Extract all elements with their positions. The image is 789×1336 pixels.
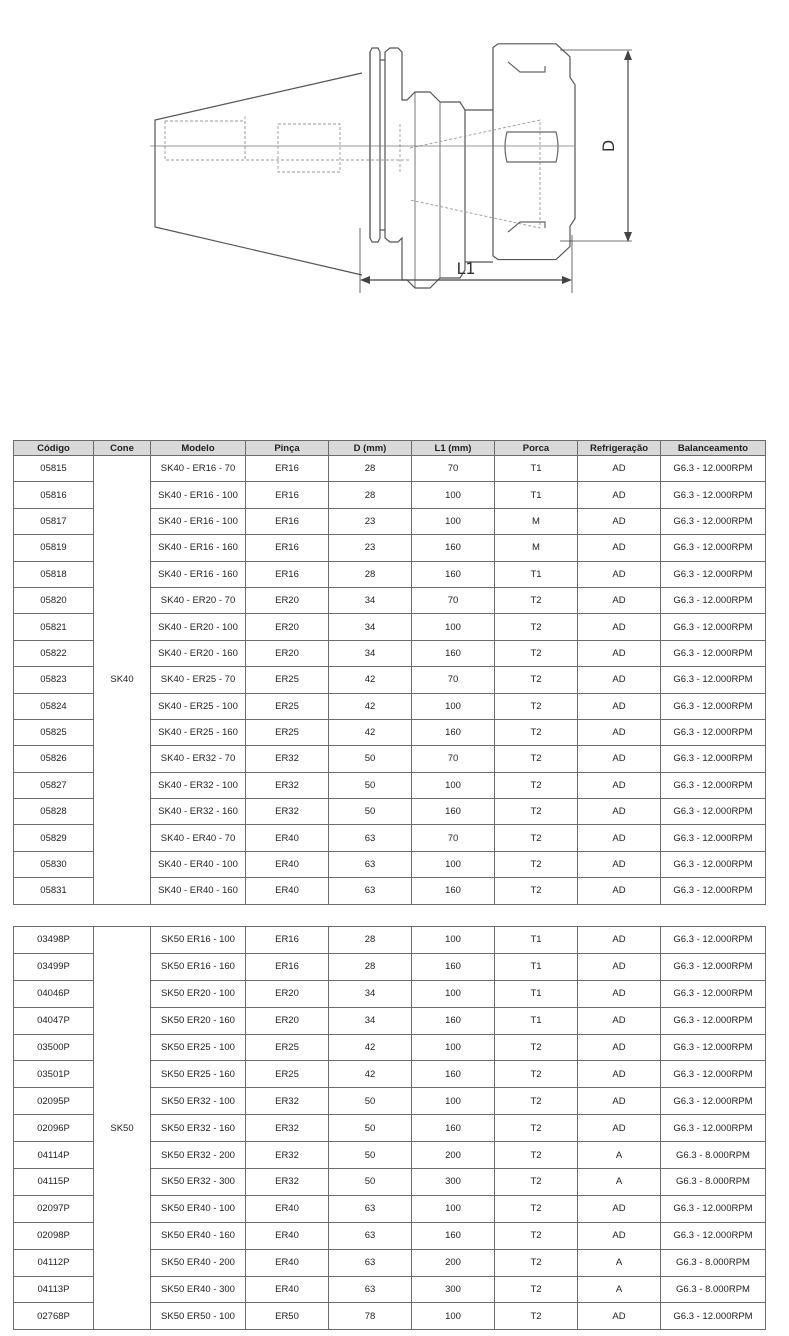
- cell-balanceamento: G6.3 - 12.000RPM: [661, 640, 766, 666]
- cell-codigo: 05818: [14, 561, 94, 587]
- cell-pinca: ER16: [246, 561, 329, 587]
- cell-porca: T2: [495, 640, 578, 666]
- table-row: [14, 927, 766, 954]
- cell-codigo: 05828: [14, 799, 94, 825]
- cell-codigo: 05829: [14, 825, 94, 851]
- cell-pinca: ER32: [246, 799, 329, 825]
- cell-modelo: SK40 - ER32 - 160: [151, 799, 246, 825]
- header-modelo: Modelo: [151, 441, 246, 456]
- cell-d: 34: [329, 640, 412, 666]
- cell-codigo: 05815: [14, 456, 94, 482]
- cell-cone: SK50: [94, 927, 151, 1330]
- cell-modelo: SK40 - ER25 - 70: [151, 667, 246, 693]
- cell-balanceamento: G6.3 - 8.000RPM: [661, 1169, 766, 1196]
- cell-porca: T1: [495, 482, 578, 508]
- cell-modelo: SK50 ER50 - 100: [151, 1303, 246, 1330]
- taper-cone: [155, 73, 362, 275]
- cell-pinca: ER32: [246, 746, 329, 772]
- cell-modelo: SK40 - ER40 - 70: [151, 825, 246, 851]
- cell-pinca: ER40: [246, 851, 329, 877]
- cell-modelo: SK40 - ER40 - 160: [151, 878, 246, 904]
- cell-porca: T2: [495, 878, 578, 904]
- cell-refrigeracao: AD: [578, 640, 661, 666]
- cell-l1: 160: [412, 1115, 495, 1142]
- cell-cone: SK40: [94, 456, 151, 905]
- cell-pinca: ER32: [246, 1142, 329, 1169]
- cell-l1: 160: [412, 799, 495, 825]
- cell-codigo: 04115P: [14, 1169, 94, 1196]
- cell-refrigeracao: A: [578, 1276, 661, 1303]
- cell-modelo: SK40 - ER32 - 100: [151, 772, 246, 798]
- cell-porca: T2: [495, 1034, 578, 1061]
- cell-modelo: SK40 - ER16 - 160: [151, 561, 246, 587]
- cell-codigo: 05816: [14, 482, 94, 508]
- cell-l1: 100: [412, 927, 495, 954]
- cell-codigo: 05824: [14, 693, 94, 719]
- cell-modelo: SK40 - ER20 - 160: [151, 640, 246, 666]
- cell-d: 78: [329, 1303, 412, 1330]
- cell-pinca: ER25: [246, 1061, 329, 1088]
- header-pinca: Pinça: [246, 441, 329, 456]
- cell-d: 63: [329, 1249, 412, 1276]
- cell-pinca: ER40: [246, 1249, 329, 1276]
- dimension-d-label: D: [599, 139, 618, 153]
- cell-l1: 160: [412, 1222, 495, 1249]
- header-cone: Cone: [94, 441, 151, 456]
- dimension-l1-label: L1: [456, 259, 476, 278]
- cell-modelo: SK50 ER25 - 100: [151, 1034, 246, 1061]
- cell-l1: 70: [412, 667, 495, 693]
- cell-refrigeracao: AD: [578, 825, 661, 851]
- cell-porca: T1: [495, 1007, 578, 1034]
- cell-modelo: SK50 ER25 - 160: [151, 1061, 246, 1088]
- cell-codigo: 05830: [14, 851, 94, 877]
- cell-pinca: ER50: [246, 1303, 329, 1330]
- cell-porca: T2: [495, 1276, 578, 1303]
- cell-porca: T2: [495, 851, 578, 877]
- cell-d: 42: [329, 719, 412, 745]
- header-l1: L1 (mm): [412, 441, 495, 456]
- cell-d: 50: [329, 1088, 412, 1115]
- cell-d: 63: [329, 1195, 412, 1222]
- cell-modelo: SK50 ER40 - 200: [151, 1249, 246, 1276]
- cell-codigo: 05827: [14, 772, 94, 798]
- cell-balanceamento: G6.3 - 12.000RPM: [661, 482, 766, 508]
- cell-porca: T2: [495, 799, 578, 825]
- cell-porca: T1: [495, 456, 578, 482]
- cell-d: 50: [329, 799, 412, 825]
- cell-porca: M: [495, 535, 578, 561]
- cell-codigo: 05823: [14, 667, 94, 693]
- cell-d: 63: [329, 1222, 412, 1249]
- cell-balanceamento: G6.3 - 8.000RPM: [661, 1249, 766, 1276]
- cell-modelo: SK40 - ER40 - 100: [151, 851, 246, 877]
- cell-balanceamento: G6.3 - 8.000RPM: [661, 1142, 766, 1169]
- cell-l1: 100: [412, 772, 495, 798]
- cell-d: 28: [329, 953, 412, 980]
- cell-balanceamento: G6.3 - 12.000RPM: [661, 1222, 766, 1249]
- cell-codigo: 02097P: [14, 1195, 94, 1222]
- cell-balanceamento: G6.3 - 12.000RPM: [661, 772, 766, 798]
- spec-table-sk50: [13, 926, 766, 1330]
- cell-refrigeracao: AD: [578, 1115, 661, 1142]
- cell-pinca: ER25: [246, 667, 329, 693]
- cell-d: 42: [329, 693, 412, 719]
- header-balanceamento: Balanceamento: [661, 441, 766, 456]
- table-body-sk50: [14, 927, 766, 1330]
- cell-porca: T1: [495, 953, 578, 980]
- cell-pinca: ER40: [246, 1222, 329, 1249]
- cell-balanceamento: G6.3 - 12.000RPM: [661, 508, 766, 534]
- cell-l1: 100: [412, 1088, 495, 1115]
- cell-balanceamento: G6.3 - 8.000RPM: [661, 1276, 766, 1303]
- cell-d: 34: [329, 980, 412, 1007]
- cell-l1: 160: [412, 640, 495, 666]
- cell-l1: 100: [412, 851, 495, 877]
- cell-pinca: ER16: [246, 508, 329, 534]
- cell-pinca: ER20: [246, 980, 329, 1007]
- cell-modelo: SK40 - ER20 - 100: [151, 614, 246, 640]
- cell-codigo: 05825: [14, 719, 94, 745]
- cell-balanceamento: G6.3 - 12.000RPM: [661, 1088, 766, 1115]
- cell-modelo: SK50 ER32 - 300: [151, 1169, 246, 1196]
- cell-refrigeracao: AD: [578, 719, 661, 745]
- tool-holder-drawing: [0, 0, 789, 320]
- header-d: D (mm): [329, 441, 412, 456]
- cell-l1: 160: [412, 878, 495, 904]
- cell-codigo: 05821: [14, 614, 94, 640]
- cell-l1: 70: [412, 587, 495, 613]
- cell-modelo: SK40 - ER16 - 100: [151, 482, 246, 508]
- cell-refrigeracao: A: [578, 1169, 661, 1196]
- cell-refrigeracao: AD: [578, 508, 661, 534]
- cell-porca: T2: [495, 667, 578, 693]
- cell-balanceamento: G6.3 - 12.000RPM: [661, 746, 766, 772]
- cell-refrigeracao: AD: [578, 1034, 661, 1061]
- cell-l1: 100: [412, 1034, 495, 1061]
- cell-refrigeracao: AD: [578, 1303, 661, 1330]
- cell-l1: 160: [412, 535, 495, 561]
- cell-codigo: 04114P: [14, 1142, 94, 1169]
- cell-refrigeracao: AD: [578, 1088, 661, 1115]
- cell-d: 34: [329, 587, 412, 613]
- cell-pinca: ER32: [246, 1088, 329, 1115]
- cell-d: 28: [329, 927, 412, 954]
- cell-codigo: 05820: [14, 587, 94, 613]
- cell-codigo: 04112P: [14, 1249, 94, 1276]
- cell-codigo: 03499P: [14, 953, 94, 980]
- cell-refrigeracao: AD: [578, 1195, 661, 1222]
- cell-porca: T2: [495, 719, 578, 745]
- cell-l1: 160: [412, 561, 495, 587]
- cell-refrigeracao: AD: [578, 667, 661, 693]
- cell-refrigeracao: AD: [578, 927, 661, 954]
- cell-modelo: SK50 ER20 - 160: [151, 1007, 246, 1034]
- cell-modelo: SK50 ER16 - 100: [151, 927, 246, 954]
- cell-porca: T1: [495, 561, 578, 587]
- cell-modelo: SK40 - ER32 - 70: [151, 746, 246, 772]
- cell-l1: 70: [412, 825, 495, 851]
- table-body-sk40: [14, 456, 766, 905]
- cell-porca: T2: [495, 746, 578, 772]
- spec-table-sk40: [13, 440, 766, 905]
- cell-l1: 160: [412, 1061, 495, 1088]
- cell-d: 28: [329, 456, 412, 482]
- cell-refrigeracao: AD: [578, 799, 661, 825]
- cell-porca: T2: [495, 772, 578, 798]
- cell-porca: T2: [495, 1249, 578, 1276]
- cell-pinca: ER16: [246, 535, 329, 561]
- cell-balanceamento: G6.3 - 12.000RPM: [661, 825, 766, 851]
- cell-d: 42: [329, 1034, 412, 1061]
- cell-codigo: 03498P: [14, 927, 94, 954]
- cell-balanceamento: G6.3 - 12.000RPM: [661, 980, 766, 1007]
- header-codigo: Código: [14, 441, 94, 456]
- cell-l1: 100: [412, 1303, 495, 1330]
- cell-d: 28: [329, 482, 412, 508]
- cell-balanceamento: G6.3 - 12.000RPM: [661, 535, 766, 561]
- cell-refrigeracao: A: [578, 1142, 661, 1169]
- cell-balanceamento: G6.3 - 12.000RPM: [661, 561, 766, 587]
- cell-porca: T2: [495, 693, 578, 719]
- cell-balanceamento: G6.3 - 12.000RPM: [661, 927, 766, 954]
- cell-balanceamento: G6.3 - 12.000RPM: [661, 667, 766, 693]
- cell-l1: 100: [412, 1195, 495, 1222]
- cell-d: 63: [329, 1276, 412, 1303]
- cell-refrigeracao: AD: [578, 482, 661, 508]
- table-row: [14, 456, 766, 482]
- cell-refrigeracao: AD: [578, 614, 661, 640]
- cell-refrigeracao: AD: [578, 535, 661, 561]
- cell-d: 50: [329, 1142, 412, 1169]
- cell-porca: T2: [495, 1222, 578, 1249]
- cell-pinca: ER32: [246, 1169, 329, 1196]
- cell-codigo: 02768P: [14, 1303, 94, 1330]
- cell-balanceamento: G6.3 - 12.000RPM: [661, 719, 766, 745]
- cell-porca: T2: [495, 614, 578, 640]
- cell-d: 50: [329, 1169, 412, 1196]
- cell-balanceamento: G6.3 - 12.000RPM: [661, 799, 766, 825]
- cell-modelo: SK50 ER20 - 100: [151, 980, 246, 1007]
- cell-codigo: 04113P: [14, 1276, 94, 1303]
- cell-pinca: ER25: [246, 693, 329, 719]
- cell-l1: 300: [412, 1169, 495, 1196]
- cell-pinca: ER40: [246, 825, 329, 851]
- cell-l1: 200: [412, 1249, 495, 1276]
- cell-balanceamento: G6.3 - 12.000RPM: [661, 878, 766, 904]
- cell-porca: T2: [495, 1195, 578, 1222]
- cell-codigo: 05826: [14, 746, 94, 772]
- cell-pinca: ER20: [246, 640, 329, 666]
- cell-l1: 100: [412, 980, 495, 1007]
- table-header-row: [14, 441, 766, 456]
- cell-modelo: SK50 ER16 - 160: [151, 953, 246, 980]
- cell-pinca: ER40: [246, 878, 329, 904]
- cell-refrigeracao: A: [578, 1249, 661, 1276]
- cell-l1: 160: [412, 719, 495, 745]
- cell-porca: M: [495, 508, 578, 534]
- header-porca: Porca: [495, 441, 578, 456]
- cell-d: 42: [329, 667, 412, 693]
- cell-balanceamento: G6.3 - 12.000RPM: [661, 1007, 766, 1034]
- cell-d: 50: [329, 746, 412, 772]
- cell-modelo: SK50 ER40 - 160: [151, 1222, 246, 1249]
- cell-porca: T2: [495, 1169, 578, 1196]
- cell-modelo: SK40 - ER16 - 160: [151, 535, 246, 561]
- cell-balanceamento: G6.3 - 12.000RPM: [661, 587, 766, 613]
- cell-modelo: SK50 ER40 - 100: [151, 1195, 246, 1222]
- cell-l1: 70: [412, 456, 495, 482]
- cell-pinca: ER32: [246, 772, 329, 798]
- cell-pinca: ER25: [246, 1034, 329, 1061]
- cell-refrigeracao: AD: [578, 746, 661, 772]
- cell-balanceamento: G6.3 - 12.000RPM: [661, 1195, 766, 1222]
- cell-codigo: 02095P: [14, 1088, 94, 1115]
- cell-d: 50: [329, 772, 412, 798]
- cell-modelo: SK50 ER32 - 160: [151, 1115, 246, 1142]
- cell-refrigeracao: AD: [578, 953, 661, 980]
- cell-refrigeracao: AD: [578, 587, 661, 613]
- cell-refrigeracao: AD: [578, 1061, 661, 1088]
- cell-d: 63: [329, 878, 412, 904]
- cell-balanceamento: G6.3 - 12.000RPM: [661, 1061, 766, 1088]
- cell-pinca: ER32: [246, 1115, 329, 1142]
- cell-modelo: SK40 - ER20 - 70: [151, 587, 246, 613]
- cell-refrigeracao: AD: [578, 851, 661, 877]
- cell-pinca: ER16: [246, 953, 329, 980]
- nut-slot: [505, 132, 558, 162]
- cell-modelo: SK50 ER32 - 200: [151, 1142, 246, 1169]
- cell-refrigeracao: AD: [578, 772, 661, 798]
- cell-l1: 160: [412, 1007, 495, 1034]
- cell-l1: 100: [412, 482, 495, 508]
- cell-pinca: ER40: [246, 1195, 329, 1222]
- cell-modelo: SK40 - ER25 - 100: [151, 693, 246, 719]
- tool-holder-diagram: [0, 0, 789, 320]
- cell-balanceamento: G6.3 - 12.000RPM: [661, 693, 766, 719]
- cell-balanceamento: G6.3 - 12.000RPM: [661, 1034, 766, 1061]
- cell-refrigeracao: AD: [578, 980, 661, 1007]
- cell-d: 28: [329, 561, 412, 587]
- cell-porca: T1: [495, 980, 578, 1007]
- cell-porca: T2: [495, 1115, 578, 1142]
- cell-codigo: 04046P: [14, 980, 94, 1007]
- cell-pinca: ER16: [246, 927, 329, 954]
- cell-codigo: 04047P: [14, 1007, 94, 1034]
- cell-d: 34: [329, 614, 412, 640]
- cell-l1: 70: [412, 746, 495, 772]
- cell-l1: 160: [412, 953, 495, 980]
- cell-pinca: ER20: [246, 614, 329, 640]
- cell-codigo: 02098P: [14, 1222, 94, 1249]
- cell-balanceamento: G6.3 - 12.000RPM: [661, 953, 766, 980]
- cell-porca: T2: [495, 1088, 578, 1115]
- cell-refrigeracao: AD: [578, 561, 661, 587]
- cell-refrigeracao: AD: [578, 1222, 661, 1249]
- cell-balanceamento: G6.3 - 12.000RPM: [661, 851, 766, 877]
- cell-codigo: 03501P: [14, 1061, 94, 1088]
- cell-d: 63: [329, 851, 412, 877]
- cell-d: 23: [329, 535, 412, 561]
- cell-pinca: ER20: [246, 587, 329, 613]
- cell-codigo: 02096P: [14, 1115, 94, 1142]
- cell-d: 42: [329, 1061, 412, 1088]
- cell-codigo: 05819: [14, 535, 94, 561]
- cell-balanceamento: G6.3 - 12.000RPM: [661, 614, 766, 640]
- cell-modelo: SK40 - ER16 - 100: [151, 508, 246, 534]
- cell-pinca: ER25: [246, 719, 329, 745]
- cell-modelo: SK40 - ER16 - 70: [151, 456, 246, 482]
- cell-balanceamento: G6.3 - 12.000RPM: [661, 1115, 766, 1142]
- cell-pinca: ER20: [246, 1007, 329, 1034]
- cell-d: 50: [329, 1115, 412, 1142]
- cell-l1: 300: [412, 1276, 495, 1303]
- cell-codigo: 03500P: [14, 1034, 94, 1061]
- header-refrigeracao: Refrigeração: [578, 441, 661, 456]
- cell-porca: T2: [495, 587, 578, 613]
- cell-porca: T2: [495, 1303, 578, 1330]
- flange: [370, 48, 465, 288]
- cell-refrigeracao: AD: [578, 1007, 661, 1034]
- cell-porca: T1: [495, 927, 578, 954]
- cell-refrigeracao: AD: [578, 693, 661, 719]
- cell-d: 63: [329, 825, 412, 851]
- cell-d: 23: [329, 508, 412, 534]
- cell-codigo: 05817: [14, 508, 94, 534]
- cell-l1: 100: [412, 614, 495, 640]
- cell-porca: T2: [495, 1061, 578, 1088]
- cell-modelo: SK50 ER40 - 300: [151, 1276, 246, 1303]
- cell-balanceamento: G6.3 - 12.000RPM: [661, 1303, 766, 1330]
- cell-balanceamento: G6.3 - 12.000RPM: [661, 456, 766, 482]
- cell-refrigeracao: AD: [578, 878, 661, 904]
- cell-porca: T2: [495, 1142, 578, 1169]
- cell-modelo: SK50 ER32 - 100: [151, 1088, 246, 1115]
- cell-l1: 200: [412, 1142, 495, 1169]
- cell-codigo: 05831: [14, 878, 94, 904]
- cell-porca: T2: [495, 825, 578, 851]
- cell-refrigeracao: AD: [578, 456, 661, 482]
- cell-pinca: ER16: [246, 482, 329, 508]
- cell-l1: 100: [412, 693, 495, 719]
- cell-pinca: ER16: [246, 456, 329, 482]
- cell-d: 34: [329, 1007, 412, 1034]
- cell-modelo: SK40 - ER25 - 160: [151, 719, 246, 745]
- cell-pinca: ER40: [246, 1276, 329, 1303]
- cell-codigo: 05822: [14, 640, 94, 666]
- cell-l1: 100: [412, 508, 495, 534]
